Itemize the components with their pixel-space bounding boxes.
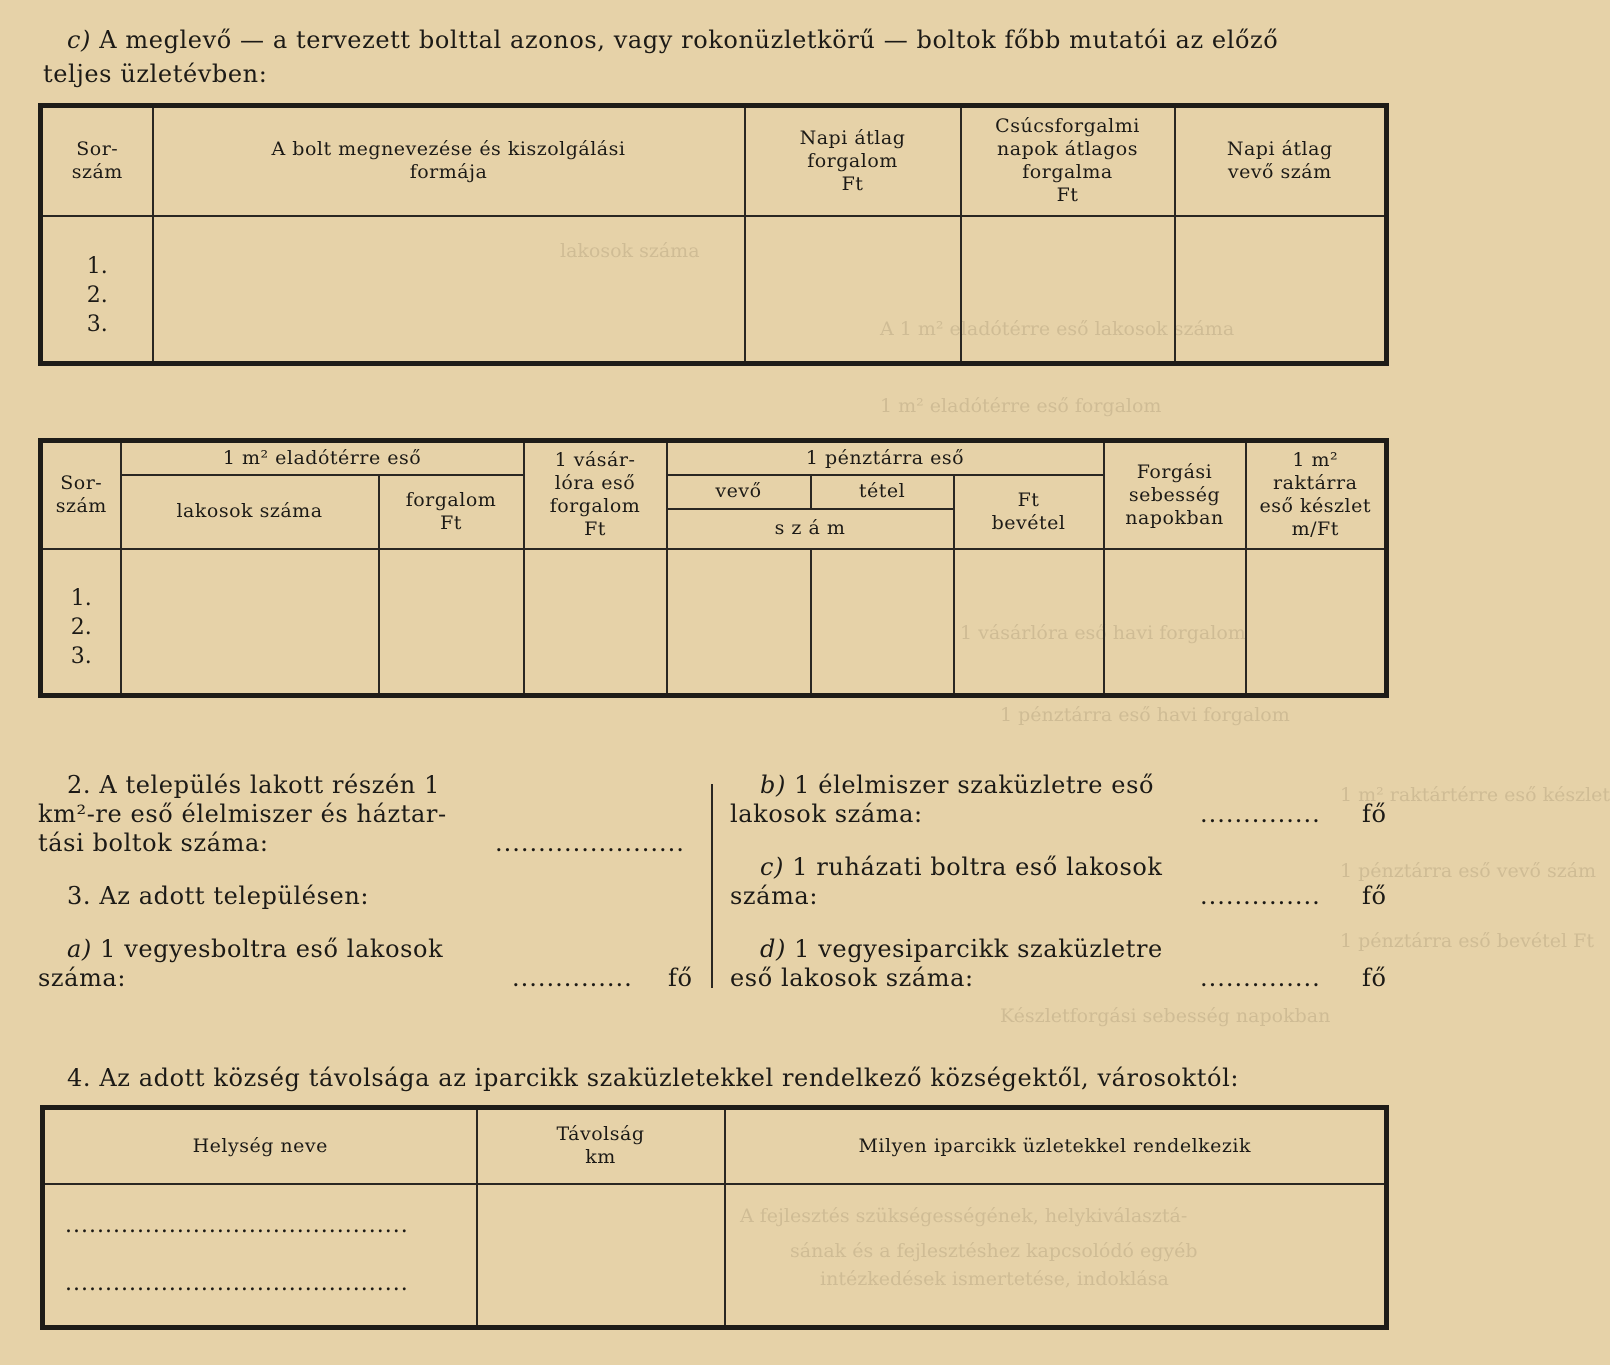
q3b-unit: fő: [1362, 800, 1387, 828]
table-cell[interactable]: [745, 216, 961, 364]
table-cell[interactable]: [121, 549, 379, 696]
bleed-line: Készletforgási sebesség napokban: [1000, 1005, 1331, 1027]
header-vevo: vevő: [667, 475, 811, 509]
section-c-label: c): [67, 26, 92, 54]
table-cell[interactable]: [477, 1184, 725, 1328]
bleed-line: 1 pénztárra eső bevétel Ft: [1340, 930, 1594, 952]
row-numbers: 1. 2. 3.: [41, 549, 121, 696]
q3b-line1: [760, 771, 1154, 800]
row-numbers: 1. 2. 3.: [41, 216, 153, 364]
bleed-line: 1 m² raktártérre eső készlet: [1340, 784, 1610, 806]
q3b-line2: lakosok száma:: [730, 800, 923, 828]
q3b-text: 1 élelmiszer szaküzletre eső: [794, 771, 1155, 799]
header-szam: s z á m: [667, 509, 954, 549]
table-cell[interactable]: [379, 549, 524, 696]
header-sorszam: Sor- szám: [41, 106, 153, 216]
table-row: [43, 1184, 1387, 1328]
header-milyen-uzletek: Milyen iparcikk üzletekkel rendelkezik: [725, 1108, 1387, 1184]
q2-line3: tási boltok száma:: [38, 829, 269, 857]
header-helyseg-neve: Helység neve: [43, 1108, 477, 1184]
table-header-row: [43, 1108, 1387, 1184]
table-header-row: [41, 106, 1387, 216]
section-c-line1: A meglevő — a tervezett bolttal azonos, vagy rokonüzletkörű — boltok főbb mutatói az előző: [99, 26, 1279, 54]
q3c-answer-field[interactable]: ..............: [1200, 882, 1321, 910]
header-napi-forgalom: Napi átlag forgalom Ft: [745, 106, 961, 216]
header-raktar-keszlet: 1 m² raktárra eső készlet m/Ft: [1246, 441, 1387, 549]
header-tetel: tétel: [811, 475, 954, 509]
header-m2-eladoter: 1 m² eladótérre eső: [121, 441, 524, 475]
header-forgalom-ft: forgalom Ft: [379, 475, 524, 549]
table-row: [41, 549, 1387, 696]
q3c-unit: fő: [1362, 882, 1387, 910]
q3-heading: 3. Az adott településen:: [67, 882, 370, 910]
header-bolt-megnevezese: A bolt megnevezése és kiszolgálási formája: [153, 106, 745, 216]
header-napi-vevoszam: Napi átlag vevő szám: [1175, 106, 1387, 216]
header-forgasi-sebesseg: Forgási sebesség napokban: [1104, 441, 1246, 549]
helyseg-cell[interactable]: [43, 1184, 477, 1328]
q3d-line2: eső lakosok száma:: [730, 964, 974, 992]
q3c-line1: [760, 853, 1163, 882]
q4-heading: 4. Az adott község távolsága az iparcikk szaküzletekkel rendelkező községektől, városoktól:: [67, 1064, 1240, 1092]
table-cell[interactable]: [961, 216, 1175, 364]
table-cell[interactable]: [1246, 549, 1387, 696]
q3b-label: b): [760, 771, 786, 799]
table-cell[interactable]: [954, 549, 1104, 696]
q3a-text: 1 vegyesboltra eső lakosok: [100, 935, 444, 963]
q3b-answer-field[interactable]: ..............: [1200, 800, 1321, 828]
q3d-text: 1 vegyesiparcikk szaküzletre: [794, 935, 1163, 963]
q3a-line2: száma:: [38, 964, 127, 992]
header-ft-bevetel: Ft bevétel: [954, 475, 1104, 549]
column-divider: [711, 784, 713, 988]
bleed-line: 1 pénztárra eső havi forgalom: [1000, 704, 1290, 726]
bleed-line: 1 m² eladótérre eső forgalom: [880, 395, 1162, 417]
header-tavolsag: Távolság km: [477, 1108, 725, 1184]
table-cell[interactable]: [1104, 549, 1246, 696]
q3a-line1: [67, 935, 443, 964]
q3c-text: 1 ruházati boltra eső lakosok: [792, 853, 1163, 881]
bleed-line: 1 vásárlóra eső havi forgalom: [960, 622, 1246, 644]
table-cell[interactable]: [153, 216, 745, 364]
q3c-label: c): [760, 853, 785, 881]
table-ratios: [38, 438, 1389, 698]
section-c-heading: [67, 26, 1387, 55]
table-header-row: [41, 441, 1387, 475]
table-row: [41, 216, 1387, 364]
q3d-answer-field[interactable]: ..............: [1200, 964, 1321, 992]
q3c-line2: száma:: [730, 882, 819, 910]
bleed-line: A 1 m² eladótérre eső lakosok száma: [880, 318, 1235, 340]
q2-line2: km²-re eső élelmiszer és háztar-: [38, 800, 447, 828]
q3d-line1: [760, 935, 1163, 964]
table-cell[interactable]: [1175, 216, 1387, 364]
helyseg-dot-line-1[interactable]: ...........................................: [65, 1212, 409, 1238]
table-store-indicators: [38, 103, 1389, 366]
q3d-unit: fő: [1362, 964, 1387, 992]
q3d-label: d): [760, 935, 786, 963]
table-cell[interactable]: [725, 1184, 1387, 1328]
bleed-line: A fejlesztés szükségességének, helykiválasztá-: [740, 1205, 1188, 1227]
bleed-line: 1 pénztárra eső vevő szám: [1340, 860, 1597, 882]
table-cell[interactable]: [811, 549, 954, 696]
q3a-unit: fő: [668, 964, 693, 992]
header-vasarlora-eso: 1 vásár- lóra eső forgalom Ft: [524, 441, 667, 549]
q2-answer-field[interactable]: ......................: [495, 829, 685, 857]
bleed-line: sának és a fejlesztéshez kapcsolódó egyéb: [790, 1240, 1198, 1262]
header-lakosok-szama: lakosok száma: [121, 475, 379, 549]
header-penztarra-eso: 1 pénztárra eső: [667, 441, 1104, 475]
table-distances: [40, 1105, 1389, 1330]
bleed-line: intézkedések ismertetése, indoklása: [820, 1268, 1169, 1290]
helyseg-dot-line-2[interactable]: ...........................................: [65, 1270, 409, 1296]
header-csucsforgalom: Csúcsforgalmi napok átlagos forgalma Ft: [961, 106, 1175, 216]
section-c-line2: teljes üzletévben:: [43, 60, 268, 88]
bleed-line: lakosok száma: [560, 240, 700, 262]
header-sorszam: Sor- szám: [41, 441, 121, 549]
q2-line1: 2. A település lakott részén 1: [67, 771, 440, 799]
q3a-answer-field[interactable]: ..............: [512, 964, 633, 992]
table-cell[interactable]: [524, 549, 667, 696]
table-cell[interactable]: [667, 549, 811, 696]
q3a-label: a): [67, 935, 92, 963]
